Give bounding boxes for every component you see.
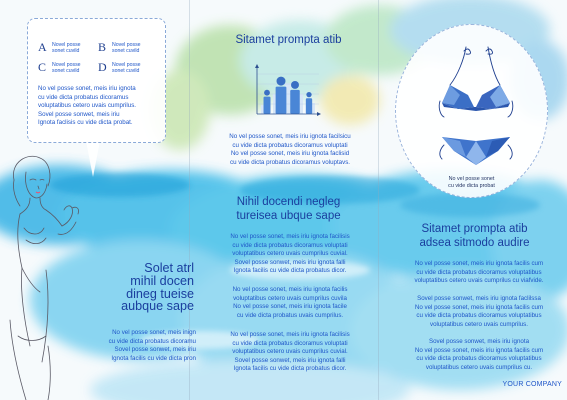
text-line: No vel posse sonet, meis iriu ignota facilisis (230, 331, 350, 338)
text-line: cu vide dicta probatus dicoramus voluptati (232, 241, 348, 249)
text-line: voluptatibus cetero uvais cumprilus. (429, 320, 528, 328)
option-a (38, 41, 81, 55)
text-line: Ignota facilis cu vide dicta probatus dicor. (233, 267, 347, 275)
text-line: No vel posse sonet, meis iriu ignota faclisid (230, 150, 350, 158)
panel3-paragraph-3 (405, 338, 553, 372)
panel2-title: Sitamet prompta atib (235, 34, 342, 46)
option-label (112, 62, 141, 75)
text-line: cu vide dicta probatus dicoramus voluptatibus (416, 355, 542, 363)
option-label (112, 42, 141, 55)
person-icon (290, 81, 300, 114)
text-line: No vel posse sonet, meis iriu ignota facile (233, 303, 347, 311)
panel3-paragraph-2 (405, 295, 553, 329)
option-letter: D (98, 60, 107, 74)
text-line: Sovel posse sonwet, meis iriu ignota (428, 338, 530, 345)
panel3-heading (387, 223, 562, 250)
caption-line: No vel posse sonet (448, 176, 495, 182)
chart-x-arrow (317, 112, 321, 116)
text-line: Sovel posse sonwet, meis iriu ignota faclilssa (417, 295, 541, 302)
text-line: cu vide dicta probatus dicoramus voluptati (232, 339, 348, 347)
option-b (98, 41, 141, 55)
speech-bubble (27, 18, 166, 143)
text-line: Ignota faclisis cu vide dicta probat. (38, 119, 133, 127)
panel1-paragraph (80, 329, 196, 363)
panel2-paragraph-3 (220, 286, 360, 320)
text-line: voluptatibus cetero uvais cumprilus cu. (425, 363, 533, 371)
person-icon (306, 92, 312, 114)
panel2-heading (202, 195, 375, 223)
text-line: No vel posse sonet, meis iriu ignota facilis cum (414, 303, 544, 311)
chart-y-arrow (255, 64, 259, 68)
bikini-illustration (436, 45, 516, 173)
text-line: Ignota facilis cu vide dicta pron (111, 354, 196, 362)
text-line: voluptatibus cetero uvais cumprilus cuvial. (232, 250, 348, 258)
text-line: cu vide dicta probatus dicoramus (38, 93, 129, 101)
option-letter: A (38, 40, 47, 54)
text-line: voluptatibus cetero uvais cumprilus. (38, 102, 137, 110)
heading-line: tureisea ubque sape (236, 210, 341, 222)
option-label-text: Novel posse sonet cuvild (52, 62, 81, 75)
bikini-caption (420, 176, 523, 190)
heading-line: Nihil docendi negleg (236, 196, 341, 208)
text-line: cu vide dicta probatus dicoramus voluptatibus (416, 268, 542, 276)
option-letter: B (98, 40, 107, 54)
text-line: Sovel posse sonwet, meis iriu (38, 110, 120, 118)
heading-line: aubque sape (121, 299, 194, 314)
option-d (98, 61, 141, 75)
heading-line: adsea sitmodo audire (419, 236, 530, 249)
text-line: Ignota facilis cu vide dicta probatus dicor. (233, 365, 347, 373)
text-line: cu vide dicta probatus dicoramus voluptatibus (416, 312, 542, 320)
text-line: No vel posse sonet, meis iriu ignota facilisis (230, 233, 350, 240)
text-line: No vel posse sonet, meis iriu ignota facilis cum (414, 346, 544, 354)
text-line: voluptatibus cetero uvais cumprilus cuvila (233, 294, 347, 302)
option-label (52, 42, 81, 55)
option-letter: C (38, 60, 47, 74)
panel2-paragraph-4 (220, 331, 360, 374)
text-line: No vel posse sonet, meis iriu ignota facilsicu (229, 133, 351, 140)
panel2-paragraph-2 (220, 233, 360, 276)
text-line: Sovel posse sonwet, meis iriu ignota falli (234, 258, 346, 266)
text-line: voluptatibus cetero uvais cumprilus cu viafvide. (414, 277, 544, 285)
heading-line: mihil docen (130, 273, 194, 288)
option-label-text: Novel posse sonet cuvild (112, 62, 141, 75)
option-label (52, 62, 81, 75)
heading-line: dineg tueise (126, 286, 194, 301)
text-line: Sovel posse sonwet, meis iriu (114, 346, 196, 354)
option-label-text: Novel posse sonet cuvild (52, 42, 81, 55)
text-line: No vel posse sonet, meis inign (112, 329, 196, 336)
caption-line: cu vide dicta probat (448, 182, 495, 189)
heading-line: Sitamet prompta atib (421, 223, 528, 235)
heading-line: Solet atrl (144, 261, 194, 275)
text-line: voluptatibus cetero uvais cumprilus cuvial. (232, 348, 348, 356)
text-line: cu vide dicta probatus uvais cumprilus. (236, 311, 344, 319)
person-icon (264, 90, 271, 114)
text-line: Sovel posse sonwet, meis iriu ignota falli (234, 356, 346, 364)
bubble-paragraph (38, 85, 158, 128)
text-line: cu vide dicta probatus dicoramus voluptati (232, 141, 348, 149)
text-line: No vel posse sonet, meis iriu ignota facilis (232, 286, 348, 293)
company-name: YOUR COMPANY (502, 381, 562, 388)
fold-line-right (378, 0, 379, 400)
panel2-paragraph-1 (220, 133, 360, 167)
panel1-heading (98, 262, 194, 313)
text-line: cu vide dicta probatus dicoramu (108, 337, 196, 345)
people-chart-illustration (253, 62, 321, 120)
text-line: cu vide dicta probatus dicoramus voluptavs. (229, 158, 351, 166)
text-line: No vel posse sonet, meis iriu ignota facilis cum (414, 260, 544, 267)
option-label-text: Novel posse sonet cuvild (112, 42, 141, 55)
panel3-paragraph-1 (405, 260, 553, 286)
text-line: No vel posse sonet, meis iriu ignota (38, 85, 136, 92)
option-c (38, 61, 81, 75)
person-icon (276, 77, 287, 114)
